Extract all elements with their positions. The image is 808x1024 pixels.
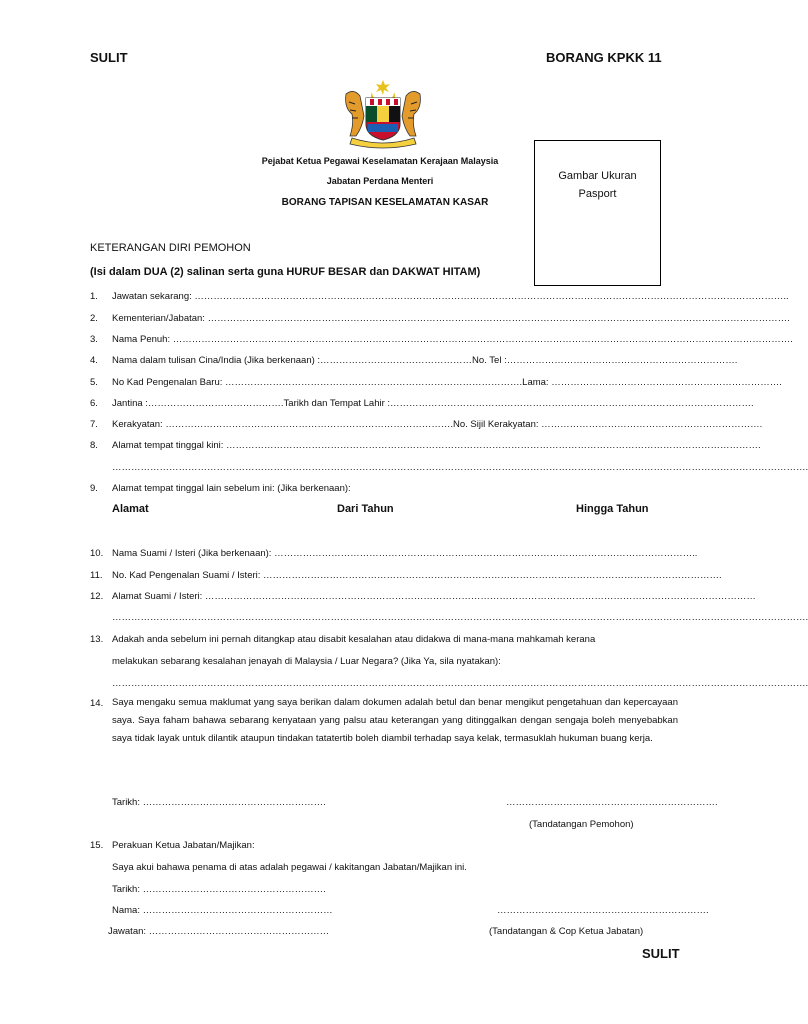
malaysia-coat-of-arms-icon: [338, 78, 428, 150]
employer-signature-label: (Tandatangan & Cop Ketua Jabatan): [489, 926, 644, 937]
form-code: BORANG KPKK 11: [546, 50, 662, 65]
photo-box-label-1: Gambar Ukuran: [558, 170, 637, 182]
field-current-position[interactable]: Jawatan sekarang: ……………………………………………………………………………………………………………………………………………………………………..: [112, 291, 789, 302]
item-number: 15.: [90, 840, 104, 851]
classification-header: SULIT: [90, 50, 128, 65]
field-ic-number[interactable]: No Kad Pengenalan Baru: ………………………………………………………………………………….Lama: ……………………………………………………………….: [112, 377, 782, 388]
item-number: 11.: [90, 570, 103, 581]
column-from-year: Dari Tahun: [337, 503, 394, 515]
field-employer-date[interactable]: Tarikh: ………………………………………………….: [112, 884, 326, 895]
criminal-record-question-cont: melakukan sebarang kesalahan jenayah di Malaysia / Luar Negara? (Jika Ya, sila nyatakan):: [112, 656, 501, 667]
column-address: Alamat: [112, 503, 149, 515]
item-number: 4.: [90, 355, 98, 366]
section-title: KETERANGAN DIRI PEMOHON: [90, 242, 251, 254]
form-title: BORANG TAPISAN KESELAMATAN KASAR: [281, 197, 489, 208]
item-number: 14.: [90, 698, 104, 709]
department-name: Jabatan Perdana Menteri: [326, 176, 434, 186]
item-number: 10.: [90, 548, 104, 559]
section-instruction: (Isi dalam DUA (2) salinan serta guna HURUF BESAR dan DAKWAT HITAM): [90, 266, 481, 278]
field-current-address-line2[interactable]: ………………………………………………………………………………………………………………………………………………………………………………………………….: [112, 462, 808, 473]
employer-certification-text: Saya akui bahawa penama di atas adalah pegawai / kakitangan Jabatan/Majikan ini.: [112, 862, 467, 873]
criminal-record-question: Adakah anda sebelum ini pernah ditangkap atau disabit kesalahan atau didakwa di mana-mana mahkamah kerana: [112, 634, 596, 645]
field-citizenship[interactable]: Kerakyatan: ……………………………………………………………………………….No. Sijil Kerakyatan: …………………………………………………………….: [112, 419, 763, 430]
column-to-year: Hingga Tahun: [576, 503, 649, 515]
field-full-name[interactable]: Nama Penuh: …………………………………………………………………………………………………………………………………………………………………………….: [112, 334, 793, 345]
field-gender-birth[interactable]: Jantina :…………………………………….Tarikh dan Tempat Lahir :…………………………………………………………………………………………………….: [112, 398, 754, 409]
item-number: 12.: [90, 591, 104, 602]
field-employer-position[interactable]: Jawatan: …………………………………………………: [108, 926, 330, 937]
field-applicant-date[interactable]: Tarikh: ………………………………………………….: [112, 797, 326, 808]
classification-footer: SULIT: [642, 946, 680, 961]
employer-signature-line[interactable]: ………………………………………………………….: [497, 905, 709, 916]
field-chinese-indian-name-phone[interactable]: Nama dalam tulisan Cina/India (Jika berkenaan) :…………………………………………No. Tel :……………………………………………………………….: [112, 355, 738, 366]
field-spouse-ic[interactable]: No. Kad Pengenalan Suami / Isteri: ……………………………………………………………………………………………………………………………….: [112, 570, 722, 581]
item-number: 7.: [90, 419, 98, 430]
field-spouse-name[interactable]: Nama Suami / Isteri (Jika berkenaan): ……………………………………………………………………………………………………………………..: [112, 548, 698, 559]
item-number: 2.: [90, 313, 98, 324]
employer-certification-title: Perakuan Ketua Jabatan/Majikan:: [112, 840, 255, 851]
field-spouse-address-line2[interactable]: ………………………………………………………………………………………………………………………………………………………………………………………………….: [112, 612, 808, 623]
item-number: 1.: [90, 291, 98, 302]
applicant-signature-line[interactable]: ………………………………………………………….: [506, 797, 718, 808]
office-name: Pejabat Ketua Pegawai Keselamatan Kerajaan Malaysia: [261, 156, 499, 166]
applicant-signature-label: (Tandatangan Pemohon): [529, 819, 634, 830]
declaration-text: Saya mengaku semua maklumat yang saya berikan dalam dokumen adalah betul dan benar mengikut pengetahuan dan kepercayaan saya. Saya faham bahawa sebarang kenyataan yang palsu atau keterangan yang ditinggalkan dengan sengaja boleh menyebabkan saya tidak layak untuk dilantik ataupun tindakan tatatertib boleh diambil terhadap saya kelak, termasuklah hukuman buang kerja.: [112, 697, 678, 744]
photo-box-label-2: Pasport: [578, 188, 617, 200]
field-ministry-department[interactable]: Kementerian/Jabatan: ………………………………………………………………………………………………………………………………………………………………….: [112, 313, 790, 324]
item-number: 8.: [90, 440, 98, 451]
field-current-address[interactable]: Alamat tempat tinggal kini: …………………………………………………………………………………………………………………………………………………….: [112, 440, 761, 451]
field-employer-name[interactable]: Nama: ……………………………………………………: [112, 905, 333, 916]
previous-address-label: Alamat tempat tinggal lain sebelum ini: (Jika berkenaan):: [112, 483, 351, 494]
item-number: 13.: [90, 634, 104, 645]
item-number: 9.: [90, 483, 98, 494]
field-spouse-address[interactable]: Alamat Suami / Isteri: …………………………………………………………………………………………………………………………………………………………: [112, 591, 756, 602]
item-number: 3.: [90, 334, 98, 345]
passport-photo-box: [534, 140, 661, 286]
item-number: 6.: [90, 398, 98, 409]
field-criminal-record[interactable]: ………………………………………………………………………………………………………………………………………………………………………………………………….: [112, 678, 808, 689]
item-number: 5.: [90, 377, 98, 388]
